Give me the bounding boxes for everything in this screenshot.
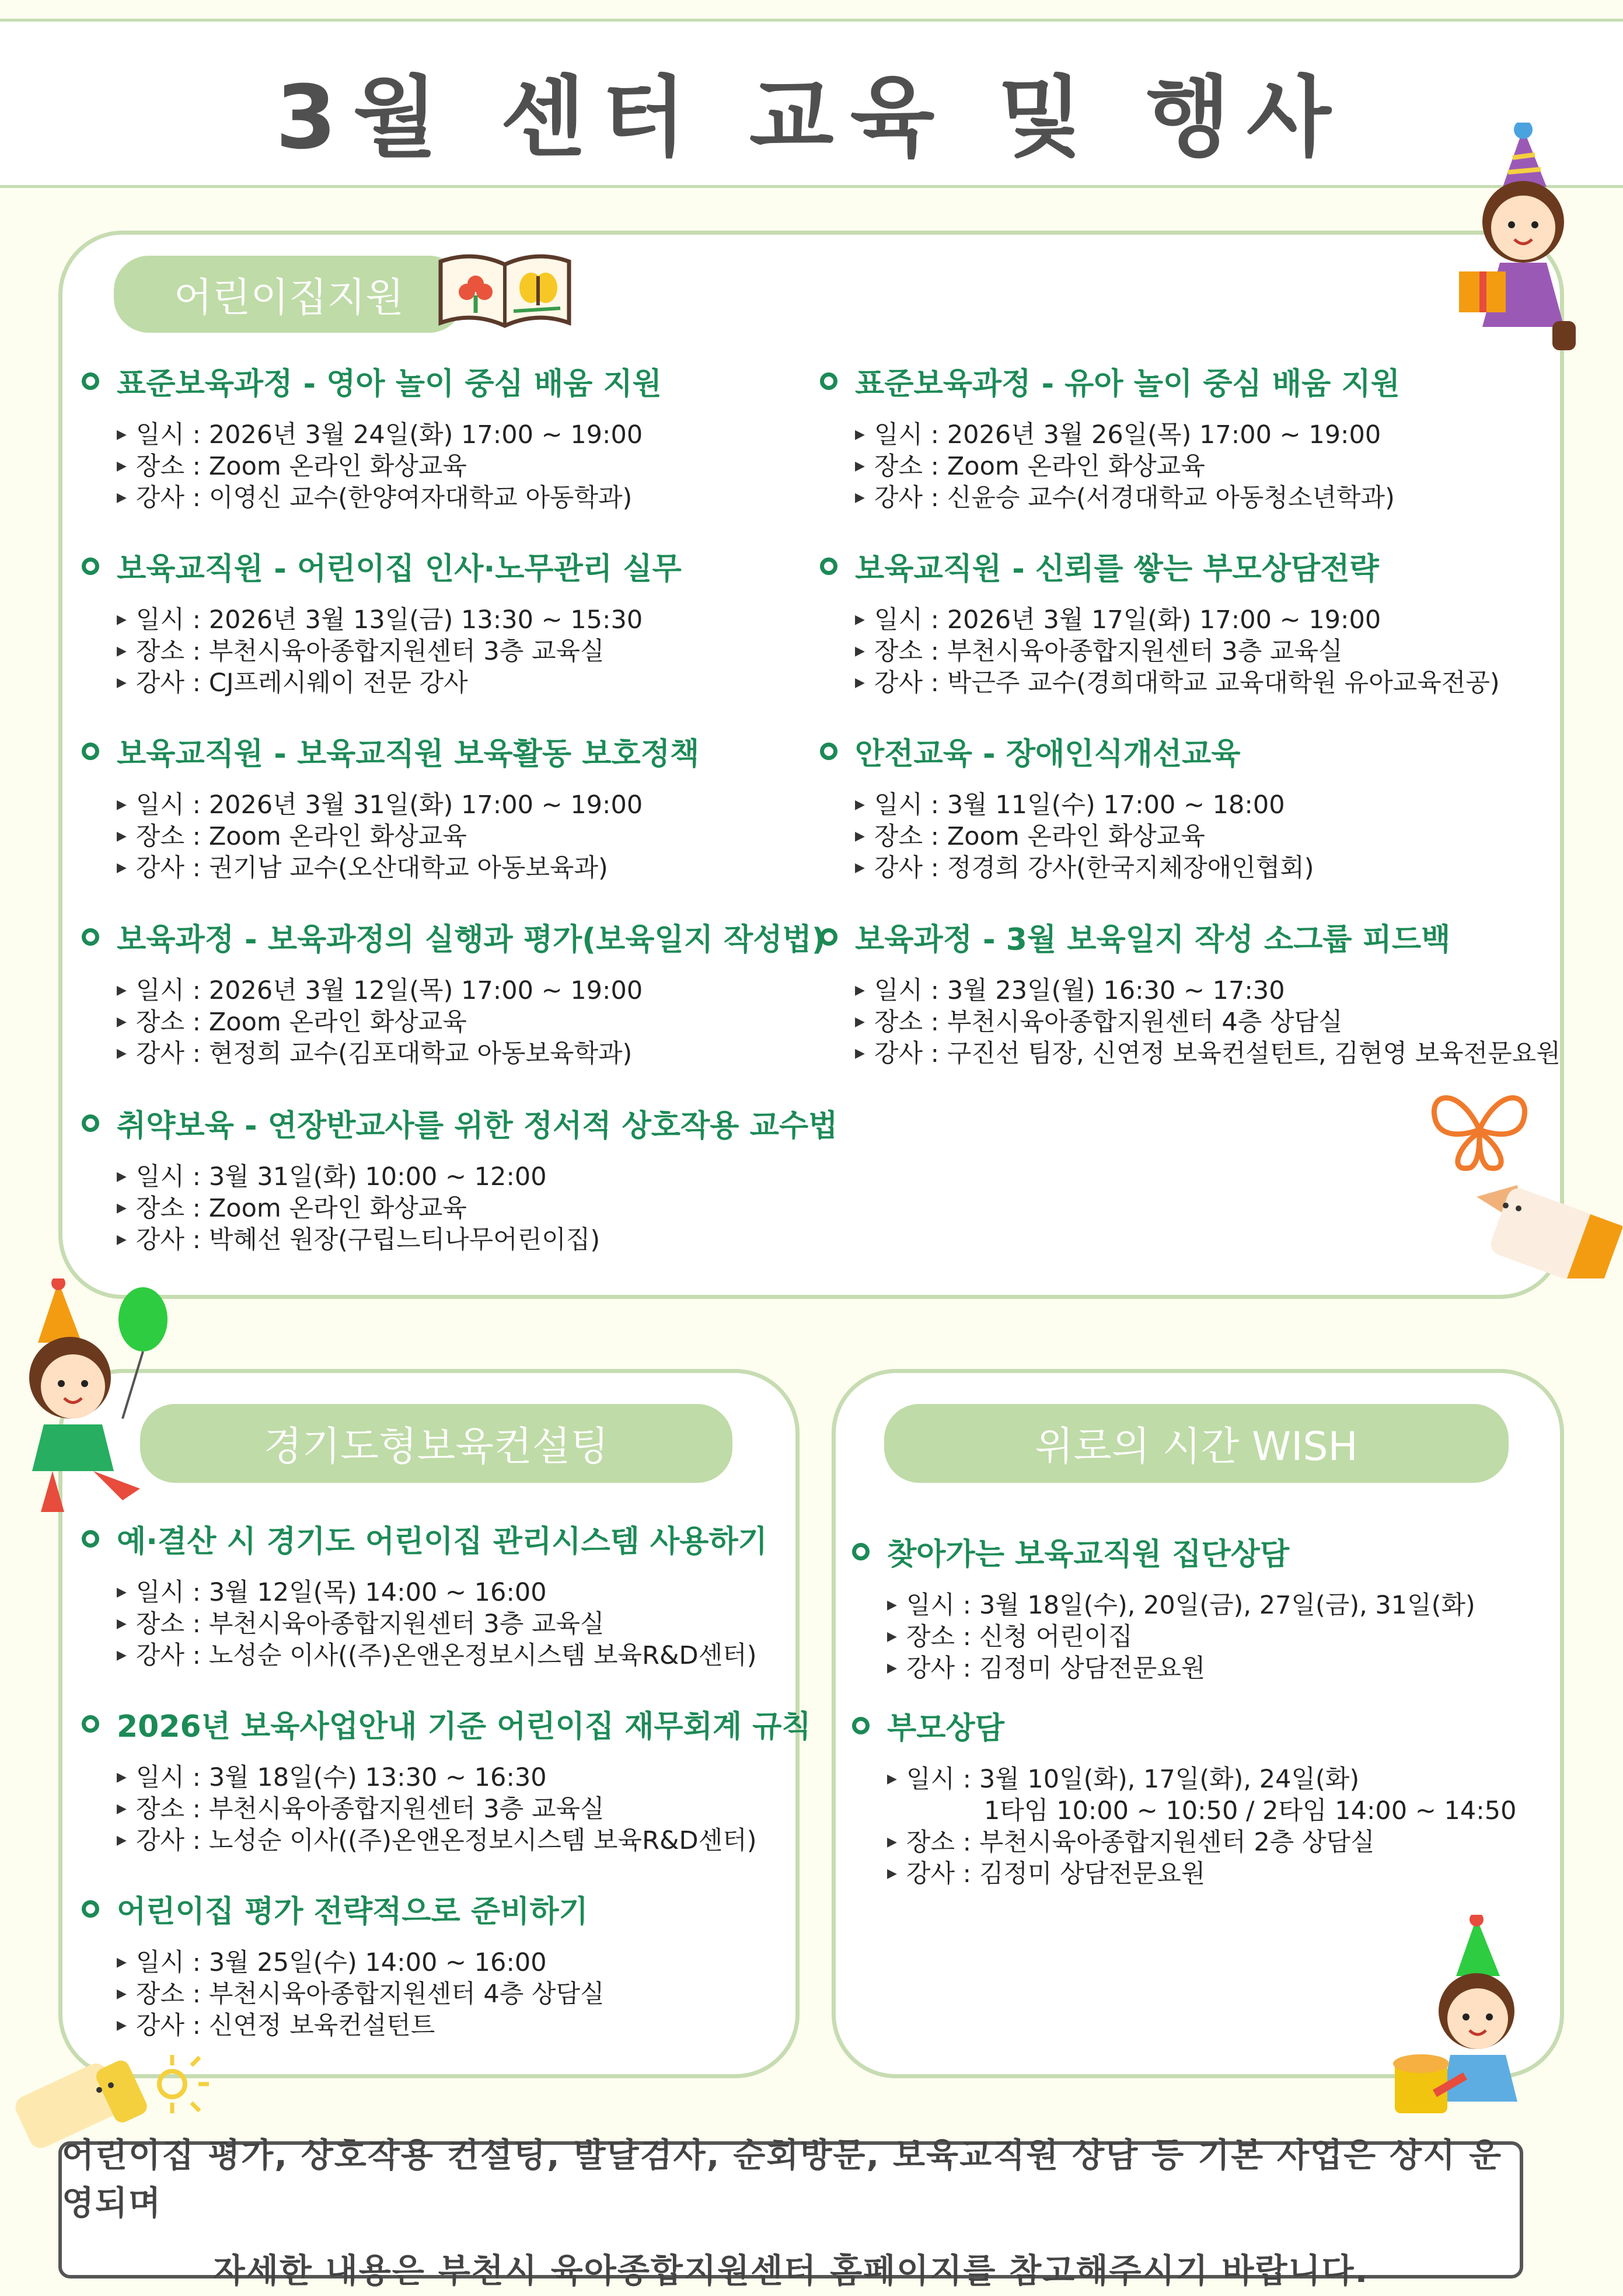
daycare-item-3 [82,729,699,884]
daycare-item-8 [820,729,1314,884]
triangle-bullet-icon: ▶ [855,860,865,875]
item-date: 일시 : 3월 10일(화), 17일(화), 24일(화) [906,1765,1360,1794]
item-place: 장소 : Zoom 온라인 화상교육 [135,1008,467,1037]
item-place: 장소 : 부천시육아종합지원센터 3층 교육실 [135,1795,605,1824]
triangle-bullet-icon: ▶ [855,1046,865,1061]
item-place: 장소 : Zoom 온라인 화상교육 [135,822,467,851]
flashlight-icon [6,2049,216,2174]
wish-header: 위로의 시간 WISH [884,1404,1509,1483]
triangle-bullet-icon: ▶ [887,1866,897,1881]
triangle-bullet-icon: ▶ [117,1833,127,1848]
item-date: 일시 : 2026년 3월 17일(화) 17:00 ~ 19:00 [874,605,1381,635]
item-lecturer: 강사 : 박혜선 원장(구립느티나무어린이집) [135,1225,601,1255]
item-place: 장소 : Zoom 온라인 화상교육 [135,452,467,481]
circle-bullet-icon [820,558,837,575]
butterfly-icon [1424,1080,1535,1182]
footer-line-1: 어린이집 평가, 상호작용 컨설팅, 발달검사, 순회방문, 보육교직원 상담 등 기본 사업은 상시 운영되며 [62,2135,1503,2222]
item-lecturer: 강사 : 현정희 교수(김포대학교 아동보육학과) [135,1039,633,1068]
triangle-bullet-icon: ▶ [117,1955,127,1970]
item-date: 일시 : 3월 18일(수) 13:30 ~ 16:30 [135,1763,547,1792]
item-date: 일시 : 3월 11일(수) 17:00 ~ 18:00 [874,790,1285,820]
triangle-bullet-icon: ▶ [117,427,127,442]
item-lecturer: 강사 : 노성순 이사((주)온앤온정보시스템 보육R&D센터) [135,1826,757,1855]
item-title: 찾아가는 보육교직원 집단상담 [887,1537,1290,1572]
item-title: 취약보육 - 연장반교사를 위한 정서적 상호작용 교수법 [117,1109,838,1144]
item-title: 예·결산 시 경기도 어린이집 관리시스템 사용하기 [117,1524,767,1559]
daycare-item-1 [82,359,662,514]
item-lecturer: 강사 : 신연정 보육컨설턴트 [135,2011,435,2040]
footer-line-2: 자세한 내용은 부천시 육아종합지원센터 홈페이지를 참고해주시기 바랍니다. [212,2251,1369,2290]
triangle-bullet-icon: ▶ [855,1015,865,1029]
party-girl-illustration [1447,123,1599,370]
triangle-bullet-icon: ▶ [887,1598,897,1612]
circle-bullet-icon [82,743,99,760]
triangle-bullet-icon: ▶ [855,797,865,812]
item-place: 장소 : Zoom 온라인 화상교육 [135,1194,467,1223]
item-lecturer: 강사 : 구진선 팀장, 신연정 보육컨설턴트, 김현영 보육전문요원 [874,1039,1561,1068]
triangle-bullet-icon: ▶ [117,675,127,690]
triangle-bullet-icon: ▶ [117,1987,127,2001]
page-title: 3월 센터 교육 및 행사 [275,67,1348,169]
item-title: 보육과정 - 3월 보육일지 작성 소그룹 피드백 [855,922,1451,957]
item-lecturer: 강사 : 노성순 이사((주)온앤온정보시스템 보육R&D센터) [135,1641,757,1670]
circle-bullet-icon [82,928,99,946]
item-place: 장소 : 부천시육아종합지원센터 3층 교육실 [874,637,1343,666]
item-time-slots: 1타임 10:00 ~ 10:50 / 2타임 14:00 ~ 14:50 [984,1796,1517,1825]
item-place: 장소 : 신청 어린이집 [906,1622,1133,1652]
circle-bullet-icon [82,1114,99,1132]
item-lecturer: 강사 : 정경희 강사(한국지체장애인협회) [874,853,1314,883]
triangle-bullet-icon: ▶ [117,1201,127,1215]
item-place: 장소 : 부천시육아종합지원센터 4층 상담실 [135,1980,605,2009]
item-title: 부모상담 [887,1711,1004,1746]
daycare-item-9 [820,915,1561,1069]
item-title: 보육교직원 - 신뢰를 쌓는 부모상담전략 [855,552,1379,587]
item-place: 장소 : Zoom 온라인 화상교육 [874,452,1205,481]
wish-item-1 [852,1529,1475,1684]
circle-bullet-icon [820,743,837,760]
triangle-bullet-icon: ▶ [117,1015,127,1029]
item-place: 장소 : 부천시육아종합지원센터 2층 상담실 [906,1828,1375,1857]
circle-bullet-icon [82,1900,99,1918]
item-lecturer: 강사 : 이영신 교수(한양여자대학교 아동학과) [135,483,633,513]
triangle-bullet-icon: ▶ [855,427,865,442]
triangle-bullet-icon: ▶ [855,829,865,844]
picture-book-icon [432,244,578,334]
item-place: 장소 : 부천시육아종합지원센터 3층 교육실 [135,1609,605,1639]
triangle-bullet-icon: ▶ [117,459,127,473]
item-place: 장소 : 부천시육아종합지원센터 4층 상담실 [874,1008,1343,1037]
gyeonggi-item-3 [82,1887,605,2041]
item-title: 표준보육과정 - 영아 놀이 중심 배움 지원 [117,367,662,402]
triangle-bullet-icon: ▶ [117,1770,127,1785]
triangle-bullet-icon: ▶ [117,860,127,875]
triangle-bullet-icon: ▶ [855,675,865,690]
triangle-bullet-icon: ▶ [117,644,127,659]
daycare-item-5 [82,1101,837,1256]
balloon-boy-illustration [6,1278,175,1526]
triangle-bullet-icon: ▶ [855,644,865,659]
item-title: 보육과정 - 보육과정의 실행과 평가(보육일지 작성법) [117,922,826,957]
item-date: 일시 : 2026년 3월 12일(목) 17:00 ~ 19:00 [135,976,643,1005]
circle-bullet-icon [82,1530,99,1548]
circle-bullet-icon [82,372,99,390]
circle-bullet-icon [820,372,837,390]
triangle-bullet-icon: ▶ [117,1232,127,1247]
item-title: 2026년 보육사업안내 기준 어린이집 재무회계 규칙 [117,1709,811,1744]
triangle-bullet-icon: ▶ [117,1169,127,1184]
item-date: 일시 : 2026년 3월 31일(화) 17:00 ~ 19:00 [135,790,643,820]
triangle-bullet-icon: ▶ [117,1648,127,1663]
triangle-bullet-icon: ▶ [117,797,127,812]
item-lecturer: 강사 : 박근주 교수(경희대학교 교육대학원 유아교육전공) [874,668,1500,698]
triangle-bullet-icon: ▶ [117,612,127,627]
item-title: 안전교육 - 장애인식개선교육 [855,737,1241,772]
item-date: 일시 : 3월 12일(목) 14:00 ~ 16:00 [135,1578,547,1607]
item-date: 일시 : 2026년 3월 13일(금) 13:30 ~ 15:30 [135,605,643,635]
triangle-bullet-icon: ▶ [117,829,127,844]
triangle-bullet-icon: ▶ [117,1046,127,1061]
triangle-bullet-icon: ▶ [117,1616,127,1631]
gyeonggi-consulting-header: 경기도형보육컨설팅 [140,1404,732,1483]
triangle-bullet-icon: ▶ [855,983,865,998]
circle-bullet-icon [852,1543,870,1560]
gyeonggi-item-2 [82,1702,811,1856]
item-title: 어린이집 평가 전략적으로 준비하기 [117,1894,588,1929]
item-title: 보육교직원 - 보육교직원 보육활동 보호정책 [117,737,700,772]
daycare-item-4 [82,915,826,1069]
circle-bullet-icon [82,558,99,575]
triangle-bullet-icon: ▶ [117,1802,127,1816]
daycare-item-6 [820,359,1400,514]
daycare-item-7 [820,544,1500,699]
triangle-bullet-icon: ▶ [117,983,127,998]
daycare-support-header: 어린이집지원 [114,256,464,333]
item-date: 일시 : 3월 31일(화) 10:00 ~ 12:00 [135,1162,547,1191]
triangle-bullet-icon: ▶ [887,1629,897,1644]
item-lecturer: 강사 : 권기남 교수(오산대학교 아동보육과) [135,853,608,883]
item-title: 표준보육과정 - 유아 놀이 중심 배움 지원 [855,367,1400,402]
item-date: 일시 : 3월 18일(수), 20일(금), 27일(금), 31일(화) [906,1591,1475,1620]
item-lecturer: 강사 : CJ프레시웨이 전문 강사 [135,668,468,698]
crayon-icon [1477,1173,1622,1281]
triangle-bullet-icon: ▶ [117,490,127,505]
item-date: 일시 : 2026년 3월 26일(목) 17:00 ~ 19:00 [874,420,1381,450]
item-title: 보육교직원 - 어린이집 인사·노무관리 실무 [117,552,682,587]
triangle-bullet-icon: ▶ [855,612,865,627]
circle-bullet-icon [852,1717,870,1734]
triangle-bullet-icon: ▶ [855,459,865,473]
item-date: 일시 : 3월 25일(수) 14:00 ~ 16:00 [135,1948,547,1977]
triangle-bullet-icon: ▶ [887,1661,897,1675]
item-date: 일시 : 3월 23일(월) 16:30 ~ 17:30 [874,976,1285,1005]
item-lecturer: 강사 : 김정미 상담전문요원 [906,1859,1206,1889]
triangle-bullet-icon: ▶ [887,1835,897,1849]
triangle-bullet-icon: ▶ [855,490,865,505]
item-date: 일시 : 2026년 3월 24일(화) 17:00 ~ 19:00 [135,420,643,450]
triangle-bullet-icon: ▶ [117,1585,127,1600]
sandbox-boy-illustration [1377,1915,1564,2127]
daycare-item-2 [82,544,682,699]
footer-notice [58,2135,1523,2290]
triangle-bullet-icon: ▶ [117,2018,127,2033]
gyeonggi-item-1 [82,1517,767,1671]
circle-bullet-icon [820,928,837,946]
item-lecturer: 강사 : 신윤승 교수(서경대학교 아동청소년학과) [874,483,1395,513]
item-place: 장소 : 부천시육아종합지원센터 3층 교육실 [135,637,605,666]
item-lecturer: 강사 : 김정미 상담전문요원 [906,1654,1206,1683]
wish-item-2 [852,1703,1516,1890]
triangle-bullet-icon: ▶ [887,1772,897,1786]
item-place: 장소 : Zoom 온라인 화상교육 [874,822,1205,851]
circle-bullet-icon [82,1715,99,1733]
